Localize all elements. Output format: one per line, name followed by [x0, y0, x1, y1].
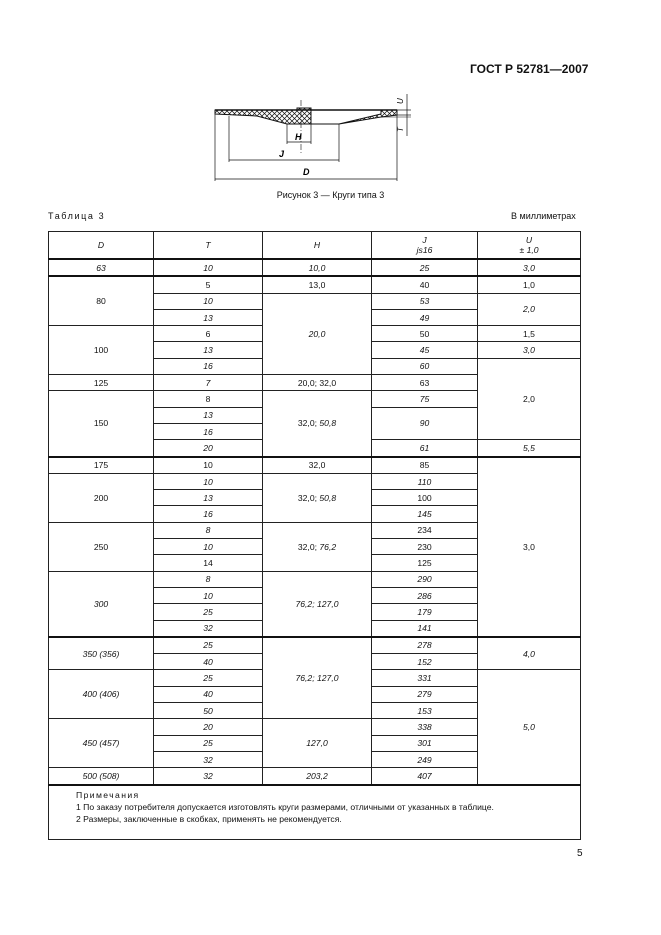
cell-h-part: 32,0;	[297, 418, 317, 429]
cell-j: 286	[372, 587, 478, 603]
cell-d: 63	[49, 259, 154, 276]
cell-u: 1,0	[478, 276, 581, 293]
cell-u: 5,5	[478, 440, 581, 457]
cell-h: 13,0	[263, 276, 372, 293]
cell-d: 200	[49, 473, 154, 522]
cell-u: 5,0	[478, 670, 581, 785]
cell-t: 32	[154, 620, 263, 637]
cell-h: 20,0	[263, 293, 372, 374]
cell-d: 300	[49, 571, 154, 637]
cell-j: 331	[372, 670, 478, 686]
notes-row	[49, 785, 581, 840]
fig-label-t: T	[396, 127, 405, 132]
cell-t: 10	[154, 457, 263, 474]
cell-t: 10	[154, 259, 263, 276]
fig-label-d: D	[303, 167, 310, 177]
cell-h: 76,2; 127,0	[263, 637, 372, 719]
cell-j: 145	[372, 506, 478, 522]
cell-j: 75	[372, 391, 478, 407]
cell-u: 2,0	[478, 358, 581, 439]
cell-d: 350 (356)	[49, 637, 154, 670]
cell-t: 6	[154, 326, 263, 342]
cell-t: 13	[154, 407, 263, 423]
cell-j: 50	[372, 326, 478, 342]
figure-caption: Рисунок 3 — Круги типа 3	[276, 190, 385, 200]
cell-d: 250	[49, 522, 154, 571]
cell-j: 125	[372, 555, 478, 571]
cell-j: 53	[372, 293, 478, 309]
table-title: Таблица 3	[48, 211, 106, 221]
cell-u: 1,5	[478, 326, 581, 342]
cell-h-part: 32,0;	[297, 492, 317, 503]
cell-j: 40	[372, 276, 478, 293]
cell-j: 49	[372, 309, 478, 325]
cell-d: 80	[49, 276, 154, 325]
notes-title: Примечания	[76, 789, 140, 800]
cell-j: 338	[372, 719, 478, 735]
cell-h: 76,2; 127,0	[263, 571, 372, 637]
cell-t: 8	[154, 522, 263, 538]
cell-j: 110	[372, 473, 478, 489]
cell-u: 3,0	[478, 342, 581, 358]
cell-d: 150	[49, 391, 154, 457]
cell-j: 100	[372, 490, 478, 506]
cell-t: 10	[154, 473, 263, 489]
cell-t: 25	[154, 670, 263, 686]
header-j-label: J	[422, 235, 427, 245]
cell-h	[263, 522, 372, 571]
header-h: H	[263, 232, 372, 260]
cell-d: 500 (508)	[49, 768, 154, 785]
cell-h: 10,0	[263, 259, 372, 276]
cell-d: 100	[49, 326, 154, 375]
cell-j: 407	[372, 768, 478, 785]
cell-t: 40	[154, 686, 263, 702]
cell-d: 400 (406)	[49, 670, 154, 719]
cell-j: 63	[372, 375, 478, 391]
cell-t: 13	[154, 309, 263, 325]
table-row	[49, 457, 581, 474]
notes-cell	[49, 785, 581, 840]
header-t: T	[154, 232, 263, 260]
cell-t: 8	[154, 571, 263, 587]
table-header-row	[49, 232, 581, 260]
fig-label-u: U	[396, 98, 405, 104]
cell-t: 5	[154, 276, 263, 293]
cell-d: 175	[49, 457, 154, 474]
cell-t: 20	[154, 719, 263, 735]
cell-j: 301	[372, 735, 478, 751]
cell-h: 20,0; 32,0	[263, 375, 372, 391]
note-item: 1 По заказу потребителя допускается изготовлять круги размерами, отличными от указанных в таблице.	[76, 801, 494, 812]
dimensions-table	[48, 231, 581, 840]
cell-u: 3,0	[478, 259, 581, 276]
cell-h	[263, 391, 372, 457]
table-units: В миллиметрах	[511, 211, 576, 221]
cell-j: 61	[372, 440, 478, 457]
cell-h	[263, 473, 372, 522]
cell-j: 45	[372, 342, 478, 358]
cell-u: 4,0	[478, 637, 581, 670]
cell-u: 3,0	[478, 457, 581, 637]
cell-h: 127,0	[263, 719, 372, 768]
cell-j: 153	[372, 703, 478, 719]
table-row	[49, 259, 581, 276]
cell-u: 2,0	[478, 293, 581, 326]
cell-j: 249	[372, 751, 478, 767]
cell-t: 20	[154, 440, 263, 457]
cell-h-part: 50,8	[319, 492, 337, 503]
cell-h-part: 50,8	[319, 418, 337, 429]
cell-j: 60	[372, 358, 478, 374]
cell-t: 7	[154, 375, 263, 391]
page-number: 5	[577, 848, 583, 859]
cell-j: 290	[372, 571, 478, 587]
cell-j: 25	[372, 259, 478, 276]
cell-t: 10	[154, 293, 263, 309]
header-u-tolerance: ± 1,0	[519, 245, 539, 255]
cell-j: 141	[372, 620, 478, 637]
standard-header: ГОСТ Р 52781—2007	[470, 62, 589, 76]
cell-d: 450 (457)	[49, 719, 154, 768]
cell-t: 13	[154, 490, 263, 506]
cell-j: 278	[372, 637, 478, 654]
cell-t: 8	[154, 391, 263, 407]
grinding-wheel-drawing	[207, 86, 422, 186]
cell-t: 16	[154, 358, 263, 374]
cell-h-part: 76,2	[319, 541, 337, 552]
header-j	[372, 232, 478, 260]
cell-h-part: 32,0;	[297, 541, 317, 552]
note-item: 2 Размеры, заключенные в скобках, применять не рекомендуется.	[76, 813, 342, 824]
cell-t: 14	[154, 555, 263, 571]
cell-t: 32	[154, 768, 263, 785]
cell-t: 16	[154, 506, 263, 522]
header-d: D	[49, 232, 154, 260]
cell-h: 203,2	[263, 768, 372, 785]
cell-d: 125	[49, 375, 154, 391]
header-j-tolerance: js16	[416, 245, 433, 255]
table-row	[49, 276, 581, 293]
cell-j: 234	[372, 522, 478, 538]
cell-j: 279	[372, 686, 478, 702]
cell-j: 90	[372, 407, 478, 440]
cell-t: 25	[154, 637, 263, 654]
cell-t: 32	[154, 751, 263, 767]
cell-t: 10	[154, 587, 263, 603]
table-row	[49, 637, 581, 654]
cell-j: 230	[372, 539, 478, 555]
cell-h: 32,0	[263, 457, 372, 474]
cell-t: 25	[154, 735, 263, 751]
cell-j: 152	[372, 654, 478, 670]
cell-t: 40	[154, 654, 263, 670]
cell-t: 16	[154, 423, 263, 439]
cell-j: 85	[372, 457, 478, 474]
header-u-label: U	[525, 235, 533, 245]
cell-j: 179	[372, 604, 478, 620]
cell-t: 13	[154, 342, 263, 358]
header-u	[478, 232, 581, 260]
fig-label-j: J	[279, 149, 285, 159]
cell-t: 25	[154, 604, 263, 620]
cell-t: 50	[154, 703, 263, 719]
fig-label-h: H	[295, 132, 302, 142]
cell-t: 10	[154, 539, 263, 555]
